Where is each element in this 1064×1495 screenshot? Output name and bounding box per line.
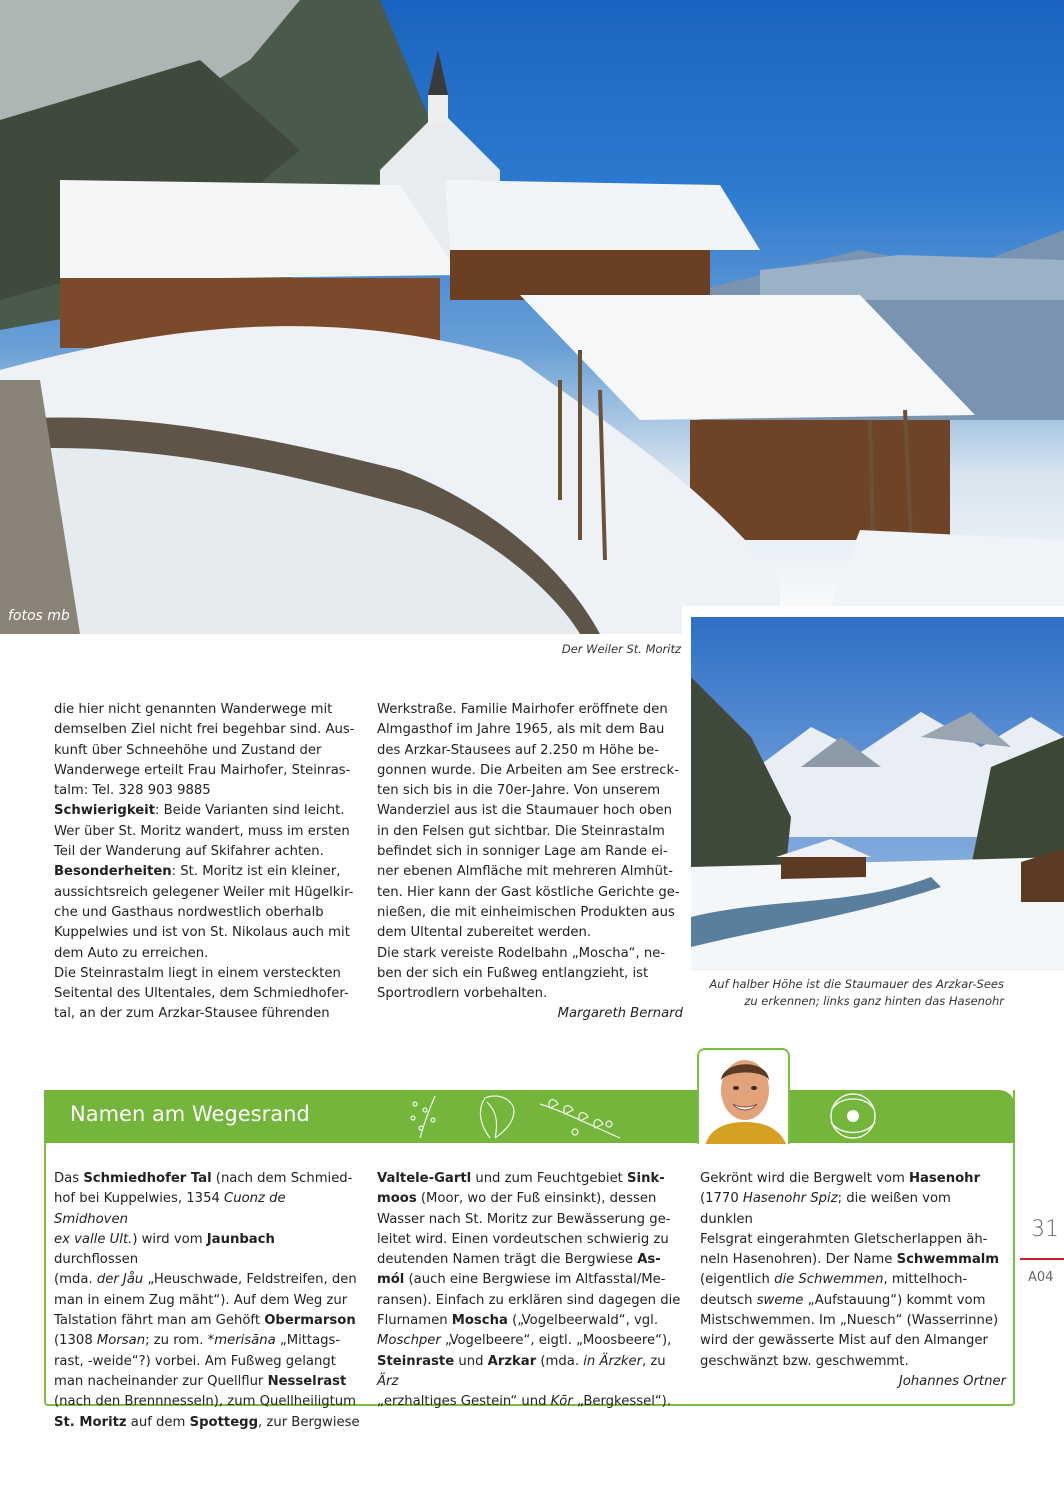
text-line: Die stark vereiste Rodelbahn „Moscha“, ne- [377,945,666,961]
text-line: Das Schmiedhofer Tal (nach dem Schmied- [54,1171,353,1186]
text-line: hof bei Kuppelwies, 1354 Cuonz de Smidhoven [54,1191,286,1227]
text-fragment: : St. Moritz ist ein kleiner, [171,864,341,880]
text-line [54,862,364,882]
text-line: befindet sich in sonniger Lage am Rande ei- [377,844,668,860]
text-line: tal, an der zum Arzkar-Stausee führenden [54,1006,330,1022]
text-line: des Arzkar-Stausees auf 2.250 m Höhe be- [377,742,660,758]
label-schwierigkeit: Schwierigkeit [54,803,155,819]
text-line: gonnen wurde. Die Arbeiten am See erstreck- [377,762,679,778]
text-line: Felsgrat eingerahmten Gletscherlappen äh- [700,1231,988,1247]
side-caption-line2: zu erkennen; links ganz hinten das Hasenohr [744,994,1004,1008]
names-column-2 [377,1169,683,1413]
text-line: moos (Moor, wo der Fuß einsinkt), dessen [377,1191,657,1207]
text-line: (1770 Hasenohr Spiz; die weißen vom dunklen [700,1191,951,1227]
text-line: Die Steinrastalm liegt in einem versteckten [54,965,341,981]
text-line: ner ebenen Almfläche mit mehreren Almhüt- [377,864,673,880]
text-line: leitet wird. Einen vordeutschen schwierig zu [377,1231,669,1247]
text-line: Werkstraße. Familie Mairhofer eröffnete den [377,702,668,717]
text-line: (nach den Brennnesseln), zum Quellheiligtum [54,1394,357,1410]
side-illustration [691,617,1064,971]
text-line: Wasser nach St. Moritz zur Bewässerung ge- [377,1211,671,1227]
side-caption-line1: Auf halber Höhe ist die Staumauer des Arzkar-Sees [709,977,1004,991]
text-line: aussichtsreich gelegener Weiler mit Hügelkir- [54,884,354,900]
hero-photo [0,0,1064,634]
article-column-2 [377,700,683,1025]
page-number: 31 [1031,1217,1059,1242]
article-author: Margareth Bernard [557,1006,683,1022]
text-line: Mistschwemmen. Im „Nuesch“ (Wasserrinne) [700,1313,999,1329]
text-line: „erzhaltiges Gestein“ und Kōr „Bergkessel“). [377,1394,672,1410]
text-line: Steinraste und Arzkar (mda. in Ärzker, zu Ärz [377,1353,666,1389]
page-number-rule [1020,1258,1064,1260]
text-line [54,801,364,821]
text-fragment: : Beide Varianten sind leicht. [155,803,345,819]
text-line: rast, -weide“?) vorbei. Am Fußweg gelangt [54,1353,336,1369]
article-column-1 [54,700,364,1025]
text-line: Almgasthof im Jahre 1965, als mit dem Bau [377,722,665,738]
text-line: ransen). Einfach zu erklären sind dagegen die [377,1292,681,1308]
text-line: dem Auto zu erreichen. [54,945,209,961]
text-line: Moschper „Vogelbeere“, eigtl. „Moosbeere“), [377,1333,672,1349]
text-line: Seitental des Ultentales, dem Schmiedhofer- [54,986,349,1002]
text-line: man nacheinander zur Quellflur Nesselrast [54,1373,347,1389]
text-line: che und Gasthaus nordwestlich oberhalb [54,904,324,920]
text-line: talm: Tel. 328 903 9885 [54,783,211,799]
text-line: Gekrönt wird die Bergwelt vom Hasenohr [700,1171,981,1186]
text-line: Wer über St. Moritz wandert, muss im ersten [54,823,350,839]
text-line: Wanderwege erteilt Frau Mairhofer, Steinras- [54,762,351,778]
text-line: man in einem Zug mäht“). Auf dem Weg zur [54,1292,348,1308]
text-line: St. Moritz auf dem Spottegg, zur Bergwiese [54,1414,360,1430]
side-photo [691,617,1064,971]
text-line: mól (auch eine Bergwiese im Altfasstal/Me- [377,1272,666,1288]
text-line: in den Felsen gut sichtbar. Die Steinrastalm [377,823,665,839]
text-line: die hier nicht genannten Wanderwege mit [54,702,333,717]
names-column-3 [700,1169,1006,1392]
hero-caption: Der Weiler St. Moritz [561,642,681,656]
text-line: demselben Ziel nicht frei begehbar sind. Aus- [54,722,355,738]
photo-credit: fotos mb [8,608,70,624]
text-line: ten sich bis in die 70er-Jahre. Von unserem [377,783,661,799]
text-line: Sportrodlern vorbehalten. [377,986,548,1002]
text-line: ben der sich ein Fußweg entlangzieht, ist [377,965,649,981]
author-portrait [697,1048,790,1144]
names-box-title: Namen am Wegesrand [70,1102,310,1126]
text-line: ex valle Ult.) wird vom Jaunbach durchflossen [54,1231,275,1268]
text-line: (mda. der Jåu „Heuschwade, Feldstreifen, den [54,1272,357,1288]
text-line: Teil der Wanderung auf Skifahrer achten. [54,844,324,860]
text-line: deutsch sweme „Aufstauung“) kommt vom [700,1292,986,1308]
text-line: (1308 Morsan; zu rom. *merisāna „Mittags- [54,1333,341,1349]
text-line: wird der gewässerte Mist auf den Almanger [700,1333,988,1349]
text-line: neln Hasenohren). Der Name Schwemmalm [700,1252,1000,1268]
text-line: deutenden Namen trägt die Bergwiese As- [377,1252,661,1268]
hero-illustration [0,0,1064,634]
text-line: Kuppelwies und ist von St. Nikolaus auch mit [54,925,350,941]
page-code: A04 [1028,1270,1054,1285]
side-caption [692,976,1004,1010]
names-author: Johannes Ortner [898,1373,1006,1389]
text-line: Wanderziel aus ist die Staumauer hoch oben [377,803,672,819]
poppy-decoration-icon [815,1088,890,1143]
flower-decoration-icon [395,1090,645,1143]
text-line: Talstation fährt man am Gehöft Obermarson [54,1313,356,1329]
text-line: kunft über Schneehöhe und Zustand der [54,742,322,758]
text-line: (eigentlich die Schwemmen, mittelhoch- [700,1272,968,1288]
text-line: Flurnamen Moscha („Vogelbeerwald“, vgl. [377,1313,659,1329]
text-line: geschwänzt bzw. geschwemmt. [700,1353,909,1369]
text-line: dem Ultental zubereitet werden. [377,925,592,941]
text-line: Valtele-Gartl und zum Feuchtgebiet Sink- [377,1171,665,1186]
text-line: nießen, die mit einheimischen Produkten aus [377,904,675,920]
label-besonderheiten: Besonderheiten [54,864,172,880]
portrait-illustration [699,1050,790,1144]
text-line: ten. Hier kann der Gast köstliche Gerichte ge- [377,884,680,900]
names-column-1 [54,1169,360,1433]
